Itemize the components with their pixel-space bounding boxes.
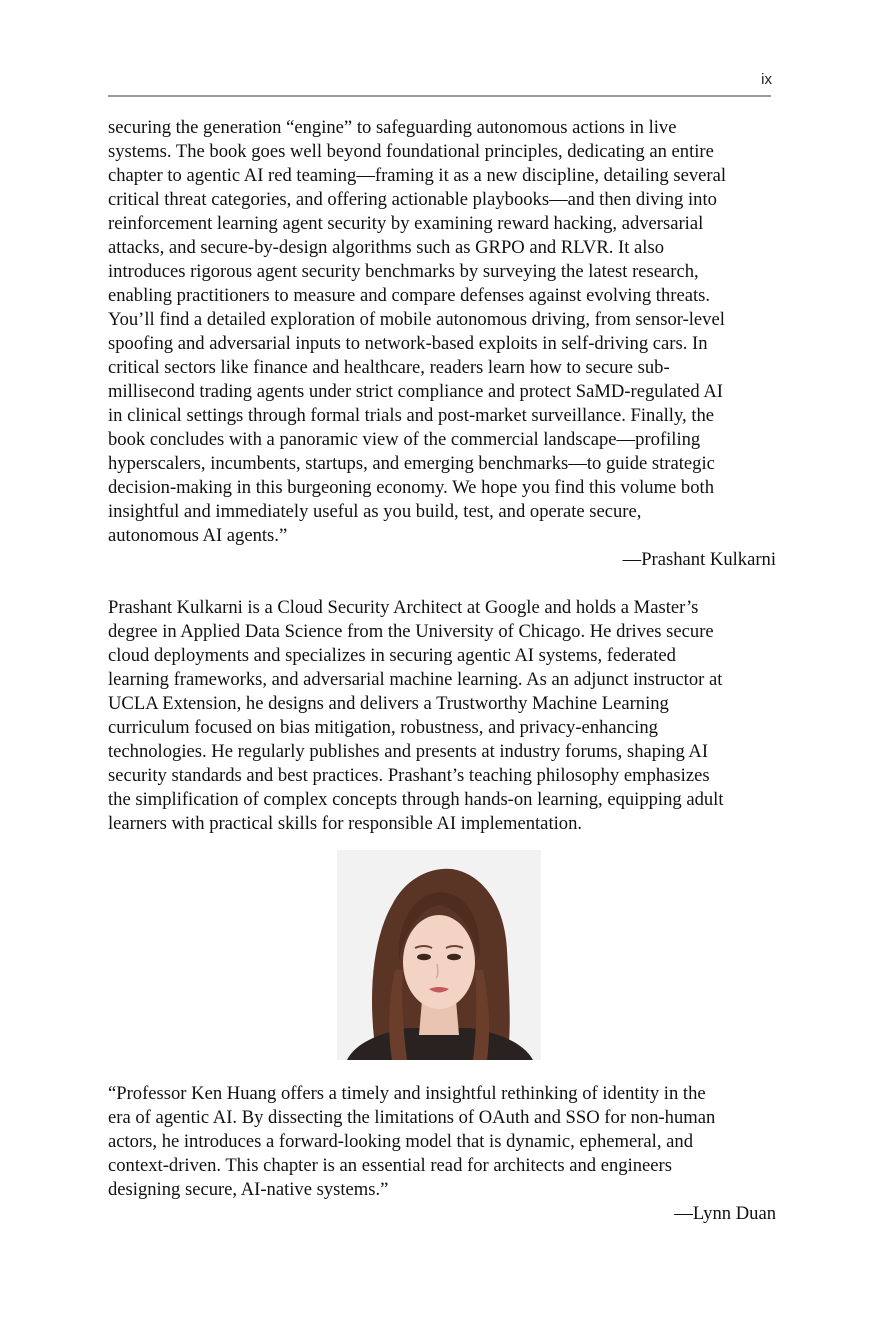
text-line: cloud deployments and specializes in securing agentic AI systems, federated	[108, 645, 676, 666]
text-line: critical threat categories, and offering actionable playbooks—and then diving into	[108, 189, 717, 210]
text-line: security standards and best practices. Prashant’s teaching philosophy emphasizes	[108, 765, 710, 786]
text-line: autonomous AI agents.”	[108, 525, 288, 546]
author-bio-paragraph	[108, 596, 776, 836]
text-line: insightful and immediately useful as you build, test, and operate secure,	[108, 501, 642, 522]
quote-attribution: —Lynn Duan	[674, 1203, 776, 1224]
text-line: era of agentic AI. By dissecting the limitations of OAuth and SSO for non-human	[108, 1107, 716, 1128]
text-line: attacks, and secure-by-design algorithms such as GRPO and RLVR. It also	[108, 237, 664, 258]
text-line: securing the generation “engine” to safeguarding autonomous actions in live	[108, 117, 677, 138]
text-line: hyperscalers, incumbents, startups, and emerging benchmarks—to guide strategic	[108, 453, 715, 474]
text-line: actors, he introduces a forward-looking model that is dynamic, ephemeral, and	[108, 1131, 693, 1152]
header-rule	[108, 95, 771, 97]
text-line: You’ll find a detailed exploration of mobile autonomous driving, from sensor-level	[108, 309, 725, 330]
text-line: decision-making in this burgeoning economy. We hope you find this volume both	[108, 477, 714, 498]
text-line: chapter to agentic AI red teaming—framing it as a new discipline, detailing several	[108, 165, 727, 186]
text-line: degree in Applied Data Science from the University of Chicago. He drives secure	[108, 621, 714, 642]
text-line: curriculum focused on bias mitigation, robustness, and privacy-enhancing	[108, 717, 658, 738]
text-line: introduces rigorous agent security benchmarks by surveying the latest research,	[108, 261, 699, 282]
text-line: Prashant Kulkarni is a Cloud Security Architect at Google and holds a Master’s	[108, 597, 699, 618]
foreword-paragraph	[108, 116, 776, 572]
text-line: context-driven. This chapter is an essential read for architects and engineers	[108, 1155, 672, 1176]
text-line: book concludes with a panoramic view of the commercial landscape—profiling	[108, 429, 701, 450]
text-line: technologies. He regularly publishes and presents at industry forums, shaping AI	[108, 741, 709, 762]
text-line: millisecond trading agents under strict compliance and protect SaMD-regulated AI	[108, 381, 723, 402]
text-line: in clinical settings through formal trials and post-market surveillance. Finally, the	[108, 405, 715, 426]
text-line: “Professor Ken Huang offers a timely and insightful rethinking of identity in the	[108, 1083, 706, 1104]
text-line: designing secure, AI-native systems.”	[108, 1179, 389, 1200]
page-number: ix	[761, 71, 772, 88]
text-line: learning frameworks, and adversarial machine learning. As an adjunct instructor at	[108, 669, 723, 690]
portrait-image	[337, 850, 541, 1060]
text-line: the simplification of complex concepts through hands-on learning, equipping adult	[108, 789, 724, 810]
author-portrait	[337, 850, 541, 1060]
text-line: critical sectors like finance and healthcare, readers learn how to secure sub-	[108, 357, 670, 378]
text-line: UCLA Extension, he designs and delivers a Trustworthy Machine Learning	[108, 693, 669, 714]
endorsement-quote	[108, 1082, 776, 1226]
text-line: enabling practitioners to measure and compare defenses against evolving threats.	[108, 285, 711, 306]
text-line: systems. The book goes well beyond foundational principles, dedicating an entire	[108, 141, 714, 162]
quote-attribution: —Prashant Kulkarni	[622, 549, 776, 570]
text-line: reinforcement learning agent security by examining reward hacking, adversarial	[108, 213, 704, 234]
text-line: learners with practical skills for responsible AI implementation.	[108, 813, 583, 834]
text-line: spoofing and adversarial inputs to network-based exploits in self-driving cars. In	[108, 333, 708, 354]
